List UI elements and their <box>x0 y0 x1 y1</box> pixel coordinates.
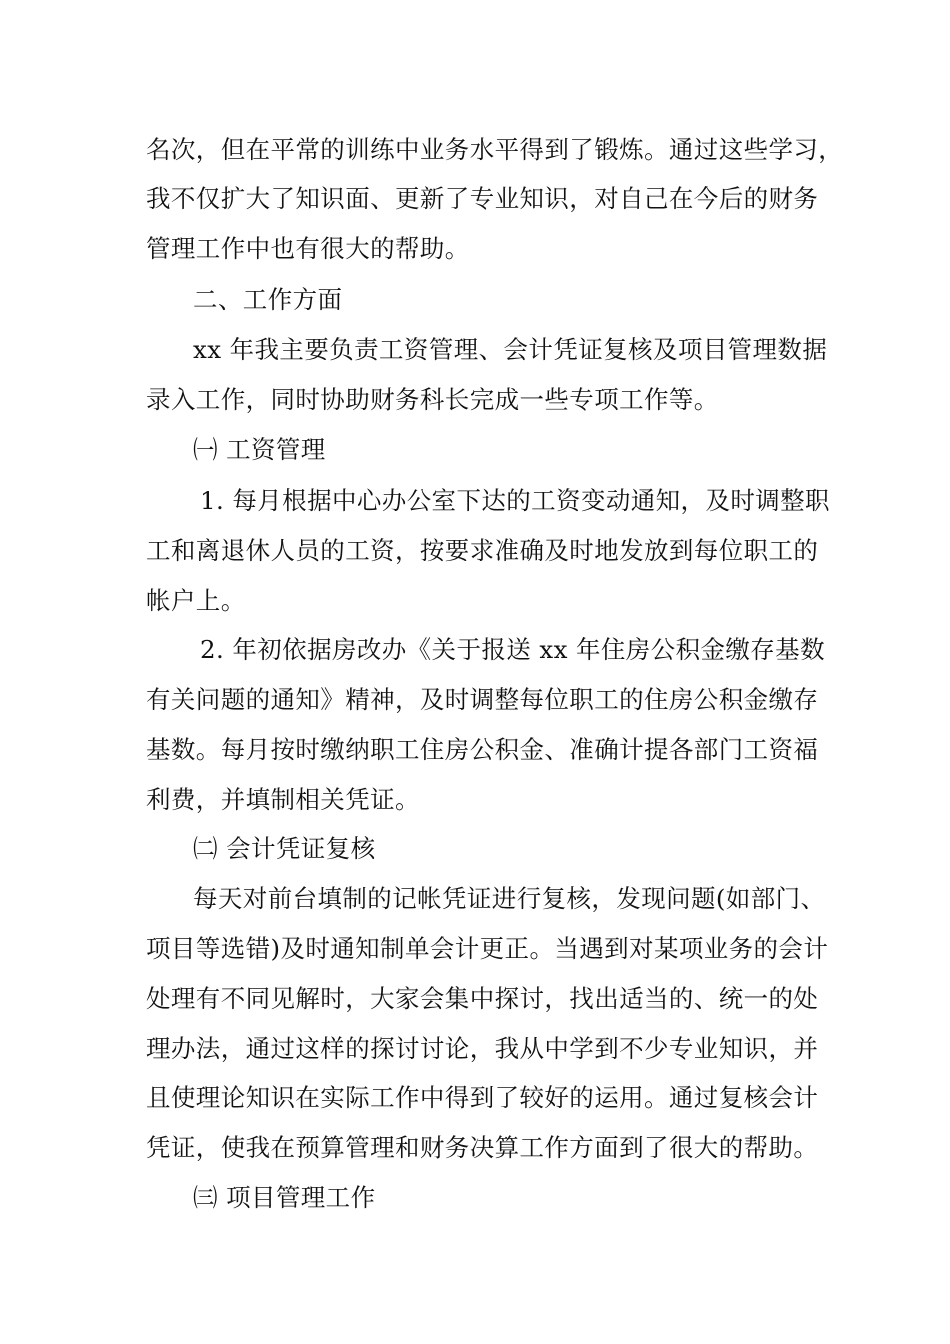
list-item: 1. 每月根据中心办公室下达的工资变动通知，及时调整职 <box>200 486 830 515</box>
paragraph-line: 帐户上。 <box>146 586 246 615</box>
subsection-heading: ㈢ 项目管理工作 <box>193 1183 376 1212</box>
paragraph-line: 且使理论知识在实际工作中得到了较好的运用。通过复核会计 <box>146 1083 819 1112</box>
paragraph-line: 凭证，使我在预算管理和财务决算工作方面到了很大的帮助。 <box>146 1133 819 1162</box>
paragraph-line: 我不仅扩大了知识面、更新了专业知识，对自己在今后的财务 <box>146 184 819 213</box>
subsection-heading: ㈠ 工资管理 <box>193 435 326 464</box>
paragraph-line: 管理工作中也有很大的帮助。 <box>146 234 470 263</box>
paragraph-line: 有关问题的通知》精神，及时调整每位职工的住房公积金缴存 <box>146 685 819 714</box>
paragraph-line: 每天对前台填制的记帐凭证进行复核，发现问题(如部门、 <box>193 884 826 913</box>
paragraph-line: 基数。每月按时缴纳职工住房公积金、准确计提各部门工资福 <box>146 735 819 764</box>
paragraph-line: 录入工作，同时协助财务科长完成一些专项工作等。 <box>146 385 719 414</box>
paragraph-line: 利费，并填制相关凭证。 <box>146 785 420 814</box>
section-heading: 二、工作方面 <box>193 285 343 314</box>
subsection-heading: ㈡ 会计凭证复核 <box>193 834 376 863</box>
paragraph-line: 工和离退休人员的工资，按要求准确及时地发放到每位职工的 <box>146 536 819 565</box>
list-item: 2. 年初依据房改办《关于报送 xx 年住房公积金缴存基数 <box>200 635 825 664</box>
paragraph-line: 项目等选错)及时通知制单会计更正。当遇到对某项业务的会计 <box>146 934 829 963</box>
paragraph-line: 名次，但在平常的训练中业务水平得到了锻炼。通过这些学习， <box>146 135 844 164</box>
paragraph-line: xx 年我主要负责工资管理、会计凭证复核及项目管理数据 <box>193 335 828 364</box>
paragraph-line: 理办法，通过这样的探讨讨论，我从中学到不少专业知识，并 <box>146 1034 819 1063</box>
paragraph-line: 处理有不同见解时，大家会集中探讨，找出适当的、统一的处 <box>146 984 819 1013</box>
